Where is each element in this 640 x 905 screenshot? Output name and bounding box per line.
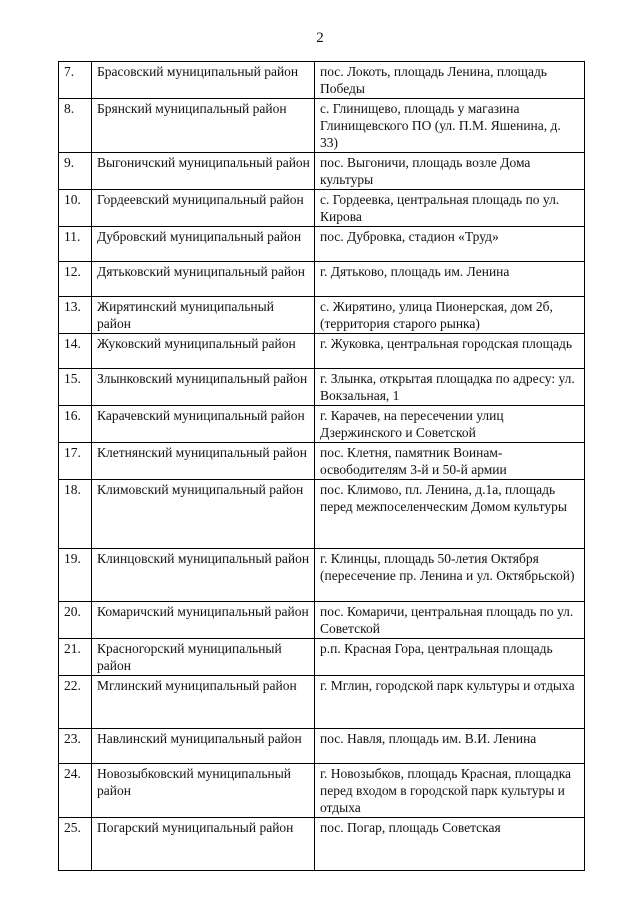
row-number: 9. <box>59 153 92 190</box>
row-number: 16. <box>59 406 92 443</box>
table-row <box>59 549 585 602</box>
district-name: Новозыбковский муниципальный район <box>92 764 315 818</box>
table-row <box>59 443 585 480</box>
event-location: г. Клинцы, площадь 50-летия Октября (пересечение пр. Ленина и ул. Октябрьской) <box>315 549 585 602</box>
event-location: с. Гордеевка, центральная площадь по ул. Кирова <box>315 190 585 227</box>
event-location: с. Глинищево, площадь у магазина Глинищевского ПО (ул. П.М. Яшенина, д. 33) <box>315 99 585 153</box>
table-row <box>59 676 585 729</box>
row-number: 23. <box>59 729 92 764</box>
table-row <box>59 406 585 443</box>
event-location: г. Дятьково, площадь им. Ленина <box>315 262 585 297</box>
table-row <box>59 262 585 297</box>
row-number: 15. <box>59 369 92 406</box>
event-location: г. Жуковка, центральная городская площадь <box>315 334 585 369</box>
event-location: пос. Выгоничи, площадь возле Дома культуры <box>315 153 585 190</box>
row-number: 24. <box>59 764 92 818</box>
district-name: Дубровский муниципальный район <box>92 227 315 262</box>
table-row <box>59 369 585 406</box>
table-row <box>59 602 585 639</box>
district-name: Клинцовский муниципальный район <box>92 549 315 602</box>
district-name: Жирятинский муниципальный район <box>92 297 315 334</box>
table-row <box>59 639 585 676</box>
district-name: Злынковский муниципальный район <box>92 369 315 406</box>
table-row <box>59 764 585 818</box>
row-number: 13. <box>59 297 92 334</box>
event-location: с. Жирятино, улица Пионерская, дом 2б, (территория старого рынка) <box>315 297 585 334</box>
district-name: Выгоничский муниципальный район <box>92 153 315 190</box>
row-number: 7. <box>59 62 92 99</box>
table-row <box>59 297 585 334</box>
row-number: 25. <box>59 818 92 871</box>
district-name: Брасовский муниципальный район <box>92 62 315 99</box>
event-location: пос. Клетня, памятник Воинам-освободителям 3-й и 50-й армии <box>315 443 585 480</box>
row-number: 19. <box>59 549 92 602</box>
district-name: Навлинский муниципальный район <box>92 729 315 764</box>
event-location: пос. Комаричи, центральная площадь по ул. Советской <box>315 602 585 639</box>
district-name: Дятьковский муниципальный район <box>92 262 315 297</box>
table-row <box>59 153 585 190</box>
table-row <box>59 62 585 99</box>
table-row <box>59 480 585 549</box>
event-location: г. Новозыбков, площадь Красная, площадка перед входом в городской парк культуры и отдыха <box>315 764 585 818</box>
district-name: Комаричский муниципальный район <box>92 602 315 639</box>
district-name: Мглинский муниципальный район <box>92 676 315 729</box>
table-row <box>59 99 585 153</box>
district-name: Брянский муниципальный район <box>92 99 315 153</box>
event-location: пос. Навля, площадь им. В.И. Ленина <box>315 729 585 764</box>
districts-table <box>58 61 585 871</box>
table-body <box>59 62 585 871</box>
row-number: 18. <box>59 480 92 549</box>
event-location: пос. Дубровка, стадион «Труд» <box>315 227 585 262</box>
event-location: г. Злынка, открытая площадка по адресу: ул. Вокзальная, 1 <box>315 369 585 406</box>
table-row <box>59 334 585 369</box>
table-row <box>59 729 585 764</box>
event-location: пос. Локоть, площадь Ленина, площадь Победы <box>315 62 585 99</box>
page-number: 2 <box>316 30 324 46</box>
district-name: Карачевский муниципальный район <box>92 406 315 443</box>
row-number: 17. <box>59 443 92 480</box>
row-number: 8. <box>59 99 92 153</box>
table-row <box>59 190 585 227</box>
district-name: Красногорский муниципальный район <box>92 639 315 676</box>
district-name: Жуковский муниципальный район <box>92 334 315 369</box>
district-name: Гордеевский муниципальный район <box>92 190 315 227</box>
row-number: 22. <box>59 676 92 729</box>
event-location: г. Мглин, городской парк культуры и отдыха <box>315 676 585 729</box>
table-row <box>59 818 585 871</box>
district-name: Климовский муниципальный район <box>92 480 315 549</box>
row-number: 14. <box>59 334 92 369</box>
row-number: 10. <box>59 190 92 227</box>
district-name: Погарский муниципальный район <box>92 818 315 871</box>
event-location: пос. Погар, площадь Советская <box>315 818 585 871</box>
row-number: 11. <box>59 227 92 262</box>
row-number: 20. <box>59 602 92 639</box>
event-location: пос. Климово, пл. Ленина, д.1а, площадь перед межпоселенческим Домом культуры <box>315 480 585 549</box>
district-name: Клетнянский муниципальный район <box>92 443 315 480</box>
event-location: р.п. Красная Гора, центральная площадь <box>315 639 585 676</box>
table-row <box>59 227 585 262</box>
row-number: 12. <box>59 262 92 297</box>
row-number: 21. <box>59 639 92 676</box>
event-location: г. Карачев, на пересечении улиц Дзержинского и Советской <box>315 406 585 443</box>
